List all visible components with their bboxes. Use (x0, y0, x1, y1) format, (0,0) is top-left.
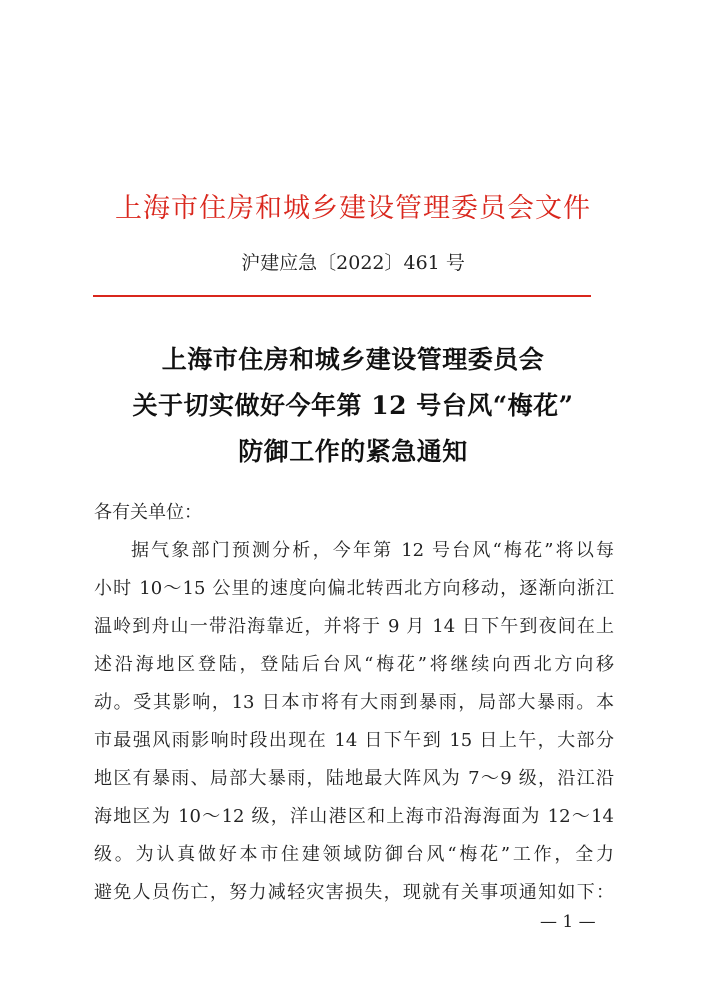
body-line: 动。受其影响，13 日本市将有大雨到暴雨，局部大暴雨。本 (94, 692, 614, 713)
issuer-header-title: 上海市住房和城乡建设管理委员会文件 (115, 193, 591, 224)
body-line: 海地区为 10～12 级，洋山港区和上海市沿海海面为 12～14 (94, 806, 614, 827)
notice-title-line-3: 防御工作的紧急通知 (238, 437, 468, 466)
salutation: 各有关单位： (94, 502, 202, 523)
body-line: 级。为认真做好本市住建领域防御台风“梅花”工作，全力 (94, 844, 614, 865)
body-line: 温岭到舟山一带沿海靠近，并将于 9 月 14 日下午到夜间在上 (94, 616, 614, 637)
body-line: 避免人员伤亡，努力减轻灾害损失，现就有关事项通知如下： (94, 882, 614, 903)
document-number: 沪建应急〔2022〕461 号 (241, 252, 465, 274)
notice-title-line-1: 上海市住房和城乡建设管理委员会 (161, 345, 545, 374)
notice-title-line-2: 关于切实做好今年第 12 号台风“梅花” (132, 391, 574, 420)
body-line: 据气象部门预测分析，今年第 12 号台风“梅花”将以每 (131, 540, 614, 561)
body-line: 地区有暴雨、局部大暴雨，陆地最大阵风为 7～9 级，沿江沿 (94, 768, 614, 789)
red-divider-line (93, 295, 591, 297)
body-line: 市最强风雨影响时段出现在 14 日下午到 15 日上午，大部分 (94, 730, 614, 751)
page-number: — 1 — (540, 912, 596, 932)
body-line: 述沿海地区登陆，登陆后台风“梅花”将继续向西北方向移 (94, 654, 614, 675)
body-line: 小时 10～15 公里的速度向偏北转西北方向移动，逐渐向浙江 (94, 578, 614, 599)
